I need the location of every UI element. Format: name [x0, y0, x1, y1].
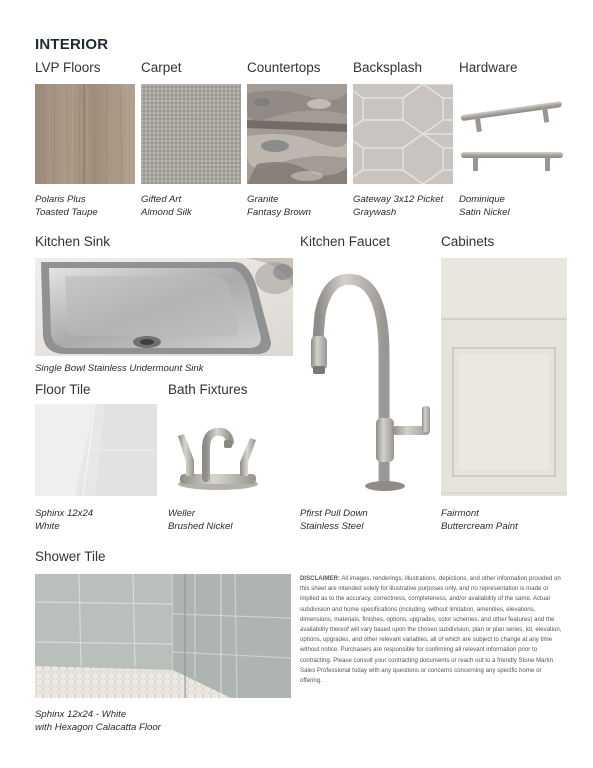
disclaimer-text — [300, 574, 562, 686]
backsplash-swatch — [353, 84, 453, 184]
lvp-floors-swatch — [35, 84, 135, 184]
countertops-swatch — [247, 84, 347, 184]
hardware-caption: Dominique Satin Nickel — [459, 194, 510, 218]
carpet-label: Carpet — [141, 60, 182, 75]
backsplash-label: Backsplash — [353, 60, 423, 75]
hardware-label: Hardware — [459, 60, 518, 75]
shower-tile-image — [35, 574, 291, 698]
bath-fixtures-label: Bath Fixtures — [168, 382, 248, 397]
shower-tile-label: Shower Tile — [35, 549, 106, 564]
kitchen-faucet-caption: Pfirst Pull Down Stainless Steel — [300, 508, 368, 532]
lvp-floors-label: LVP Floors — [35, 60, 101, 75]
cabinets-label: Cabinets — [441, 234, 495, 249]
cabinets-image — [441, 258, 567, 496]
carpet-swatch — [141, 84, 241, 184]
cabinets-caption: Fairmont Buttercream Paint — [441, 508, 518, 532]
bath-fixtures-caption: Weller Brushed Nickel — [168, 508, 233, 532]
kitchen-sink-label: Kitchen Sink — [35, 234, 111, 249]
kitchen-faucet-image — [298, 258, 438, 498]
floor-tile-image — [35, 404, 157, 496]
floor-tile-label: Floor Tile — [35, 382, 91, 397]
kitchen-sink-caption: Single Bowl Stainless Undermount Sink — [35, 363, 204, 374]
hardware-swatch — [457, 86, 567, 182]
page-title: INTERIOR — [35, 36, 109, 53]
countertops-caption: Granite Fantasy Brown — [247, 194, 311, 218]
disclaimer-body: All images, renderings, illustrations, depictions, and other information provided on this sheet are intended solely for illustrative purposes only, and no representation is made or implied as to the accuracy, correctness, completeness, and/or availability of the same. Actual subdivision and home specifications (including, without limitation, amenities, elevations, dimensions, materials, finishes, options, upgrades, color schemes, and other features) and the availability thereof will vary based upon the chosen subdivision, plan or plan series, lot, elevation, options, upgrades, and other relevant variables, all of which are subject to change at any time without notice. Purchasers are responsible for confirming all relevant information prior to contracting. Please consult your contracting documents or reach out to a friendly Stone Martin Sales Professional today with any questions or concerns concerning any specific home or offering. — [300, 575, 562, 685]
bath-fixtures-image — [166, 404, 266, 496]
countertops-label: Countertops — [247, 60, 321, 75]
kitchen-sink-image — [35, 258, 293, 356]
shower-tile-caption: Sphinx 12x24 - White with Hexagon Calacatta Floor — [35, 709, 161, 733]
disclaimer-heading: DISCLAIMER: — [300, 575, 340, 582]
backsplash-caption: Gateway 3x12 Picket Graywash — [353, 194, 444, 218]
lvp-floors-caption: Polaris Plus Toasted Taupe — [35, 194, 98, 218]
kitchen-faucet-label: Kitchen Faucet — [300, 234, 391, 249]
floor-tile-caption: Sphinx 12x24 White — [35, 508, 94, 532]
carpet-caption: Gifted Art Almond Silk — [141, 194, 192, 218]
